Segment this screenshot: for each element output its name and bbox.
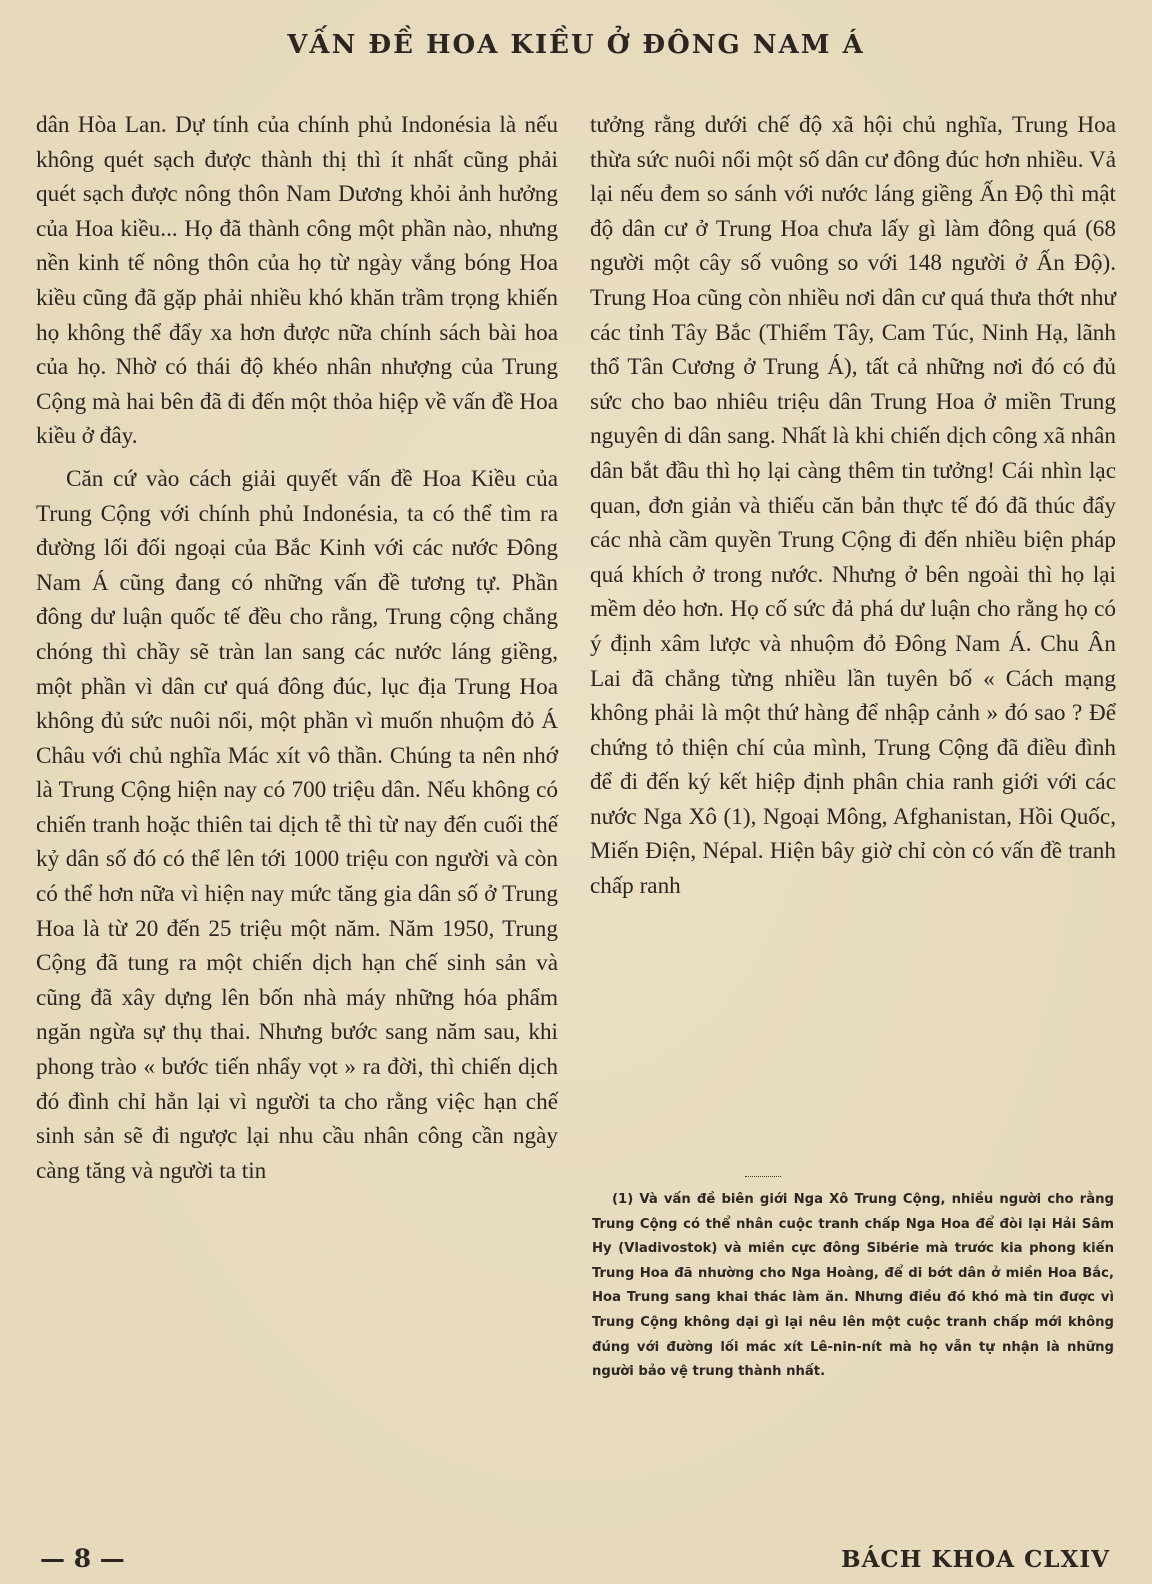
- publication-name: BÁCH KHOA CLXIV: [841, 1546, 1110, 1573]
- right-column: [590, 108, 1116, 904]
- footnote-rule: [745, 1176, 781, 1177]
- running-title: VẤN ĐỀ HOA KIỀU Ở ĐÔNG NAM Á: [287, 30, 865, 60]
- left-paragraph-2: Căn cứ vào cách giải quyết vấn đề Hoa Kiều của Trung Cộng với chính phủ Indonésia, ta có thể tìm ra đường lối đối ngoại của Bắc Kinh với các nước Đông Nam Á cũng đang có những vấn đề tương tự. Phần đông dư luận quốc tế đều cho rằng, Trung cộng chẳng chóng thì chầy sẽ tràn lan sang các nước láng giềng, một phần vì dân cư quá đông đúc, lục địa Trung Hoa không đủ sức nuôi nổi, một phần vì muốn nhuộm đỏ Á Châu với chủ nghĩa Mác xít vô thần. Chúng ta nên nhớ là Trung Cộng hiện nay có 700 triệu dân. Nếu không có chiến tranh hoặc thiên tai dịch tễ thì từ nay đến cuối thế kỷ dân số đó có thể lên tới 1000 triệu con người và còn có thể hơn nữa vì hiện nay mức tăng gia dân số ở Trung Hoa là từ 20 đến 25 triệu một năm. Năm 1950, Trung Cộng đã tung ra một chiến dịch hạn chế sinh sản và cũng đã xây dựng lên bốn nhà máy những hóa phẩm ngăn ngừa sự thụ thai. Nhưng bước sang năm sau, khi phong trào « bước tiến nhẩy vọt » ra đời, thì chiến dịch đó đình chỉ hẳn lại vì người ta cho rằng việc hạn chế sinh sản sẽ đi ngược lại nhu cầu nhân công cần ngày càng tăng và người ta tin: [36, 465, 558, 1184]
- footnote: (1) Và vấn đề biên giới Nga Xô Trung Cộng, nhiều người cho rằng Trung Cộng có thể nhân cuộc tranh chấp Nga Hoa để đòi lại Hải Sâm Hy (Vladivostok) và miền cực đông Sibérie mà trước kia phong kiến Trung Hoa đã nhường cho Nga Hoàng, để di bớt dân ở miền Hoa Bắc, Hoa Trung sang khai thác làm ăn. Nhưng điều đó khó mà tin được vì Trung Cộng không dại gì lại nêu lên một cuộc tranh chấp mới không đúng với đường lối mác xít Lê-nin-nít mà họ vẫn tự nhận là những người bảo vệ trung thành nhất.: [592, 1192, 1114, 1380]
- right-paragraph-1: tưởng rằng dưới chế độ xã hội chủ nghĩa, Trung Hoa thừa sức nuôi nổi một số dân cư đông đúc hơn nhiều. Vả lại nếu đem so sánh với nước láng giềng Ấn Độ thì mật độ dân cư ở Trung Hoa chưa lấy gì làm đông quá (68 người một cây số vuông so với 148 người ở Ấn Độ). Trung Hoa cũng còn nhiều nơi dân cư quá thưa thớt như các tỉnh Tây Bắc (Thiểm Tây, Cam Túc, Ninh Hạ, lãnh thổ Tân Cương ở Trung Á), tất cả những nơi đó có đủ sức cho bao nhiêu triệu dân Trung Hoa ở miền Trung nguyên di dân sang. Nhất là khi chiến dịch công xã nhân dân bắt đầu thì họ lại càng thêm tin tưởng! Cái nhìn lạc quan, đơn giản và thiếu căn bản thực tế đó đã thúc đẩy các nhà cầm quyền Trung Cộng đi đến nhiều biện pháp quá khích ở trong nước. Nhưng ở bên ngoài thì họ lại mềm dẻo hơn. Họ cố sức đả phá dư luận cho rằng họ có ý định xâm lược và nhuộm đỏ Đông Nam Á. Chu Ân Lai đã chẳng từng nhiều lần tuyên bố « Cách mạng không phải là một thứ hàng để nhập cảnh » đó sao ? Để chứng tỏ thiện chí của mình, Trung Cộng đã điều đình để đi đến ký kết hiệp định phân chia ranh giới với các nước Nga Xô (1), Ngoại Mông, Afghanistan, Hồi Quốc, Miến Điện, Népal. Hiện bây giờ chỉ còn có vấn đề tranh chấp ranh: [590, 112, 1116, 900]
- left-paragraph-1: dân Hòa Lan. Dự tính của chính phủ Indonésia là nếu không quét sạch được thành thị thì ít nhất cũng phải quét sạch được nông thôn Nam Dương khỏi ảnh hưởng của Hoa kiều... Họ đã thành công một phần nào, nhưng nền kinh tế nông thôn của họ từ ngày vắng bóng Hoa kiều cũng đã gặp phải nhiều khó khăn trầm trọng khiến họ không thể đẩy xa hơn được nữa chính sách bài hoa của họ. Nhờ có thái độ khéo nhân nhượng của Trung Cộng mà hai bên đã đi đến một thỏa hiệp về vấn đề Hoa kiều ở đây.: [36, 112, 558, 450]
- page-number: — 8 —: [40, 1544, 125, 1573]
- left-column: [36, 108, 558, 1188]
